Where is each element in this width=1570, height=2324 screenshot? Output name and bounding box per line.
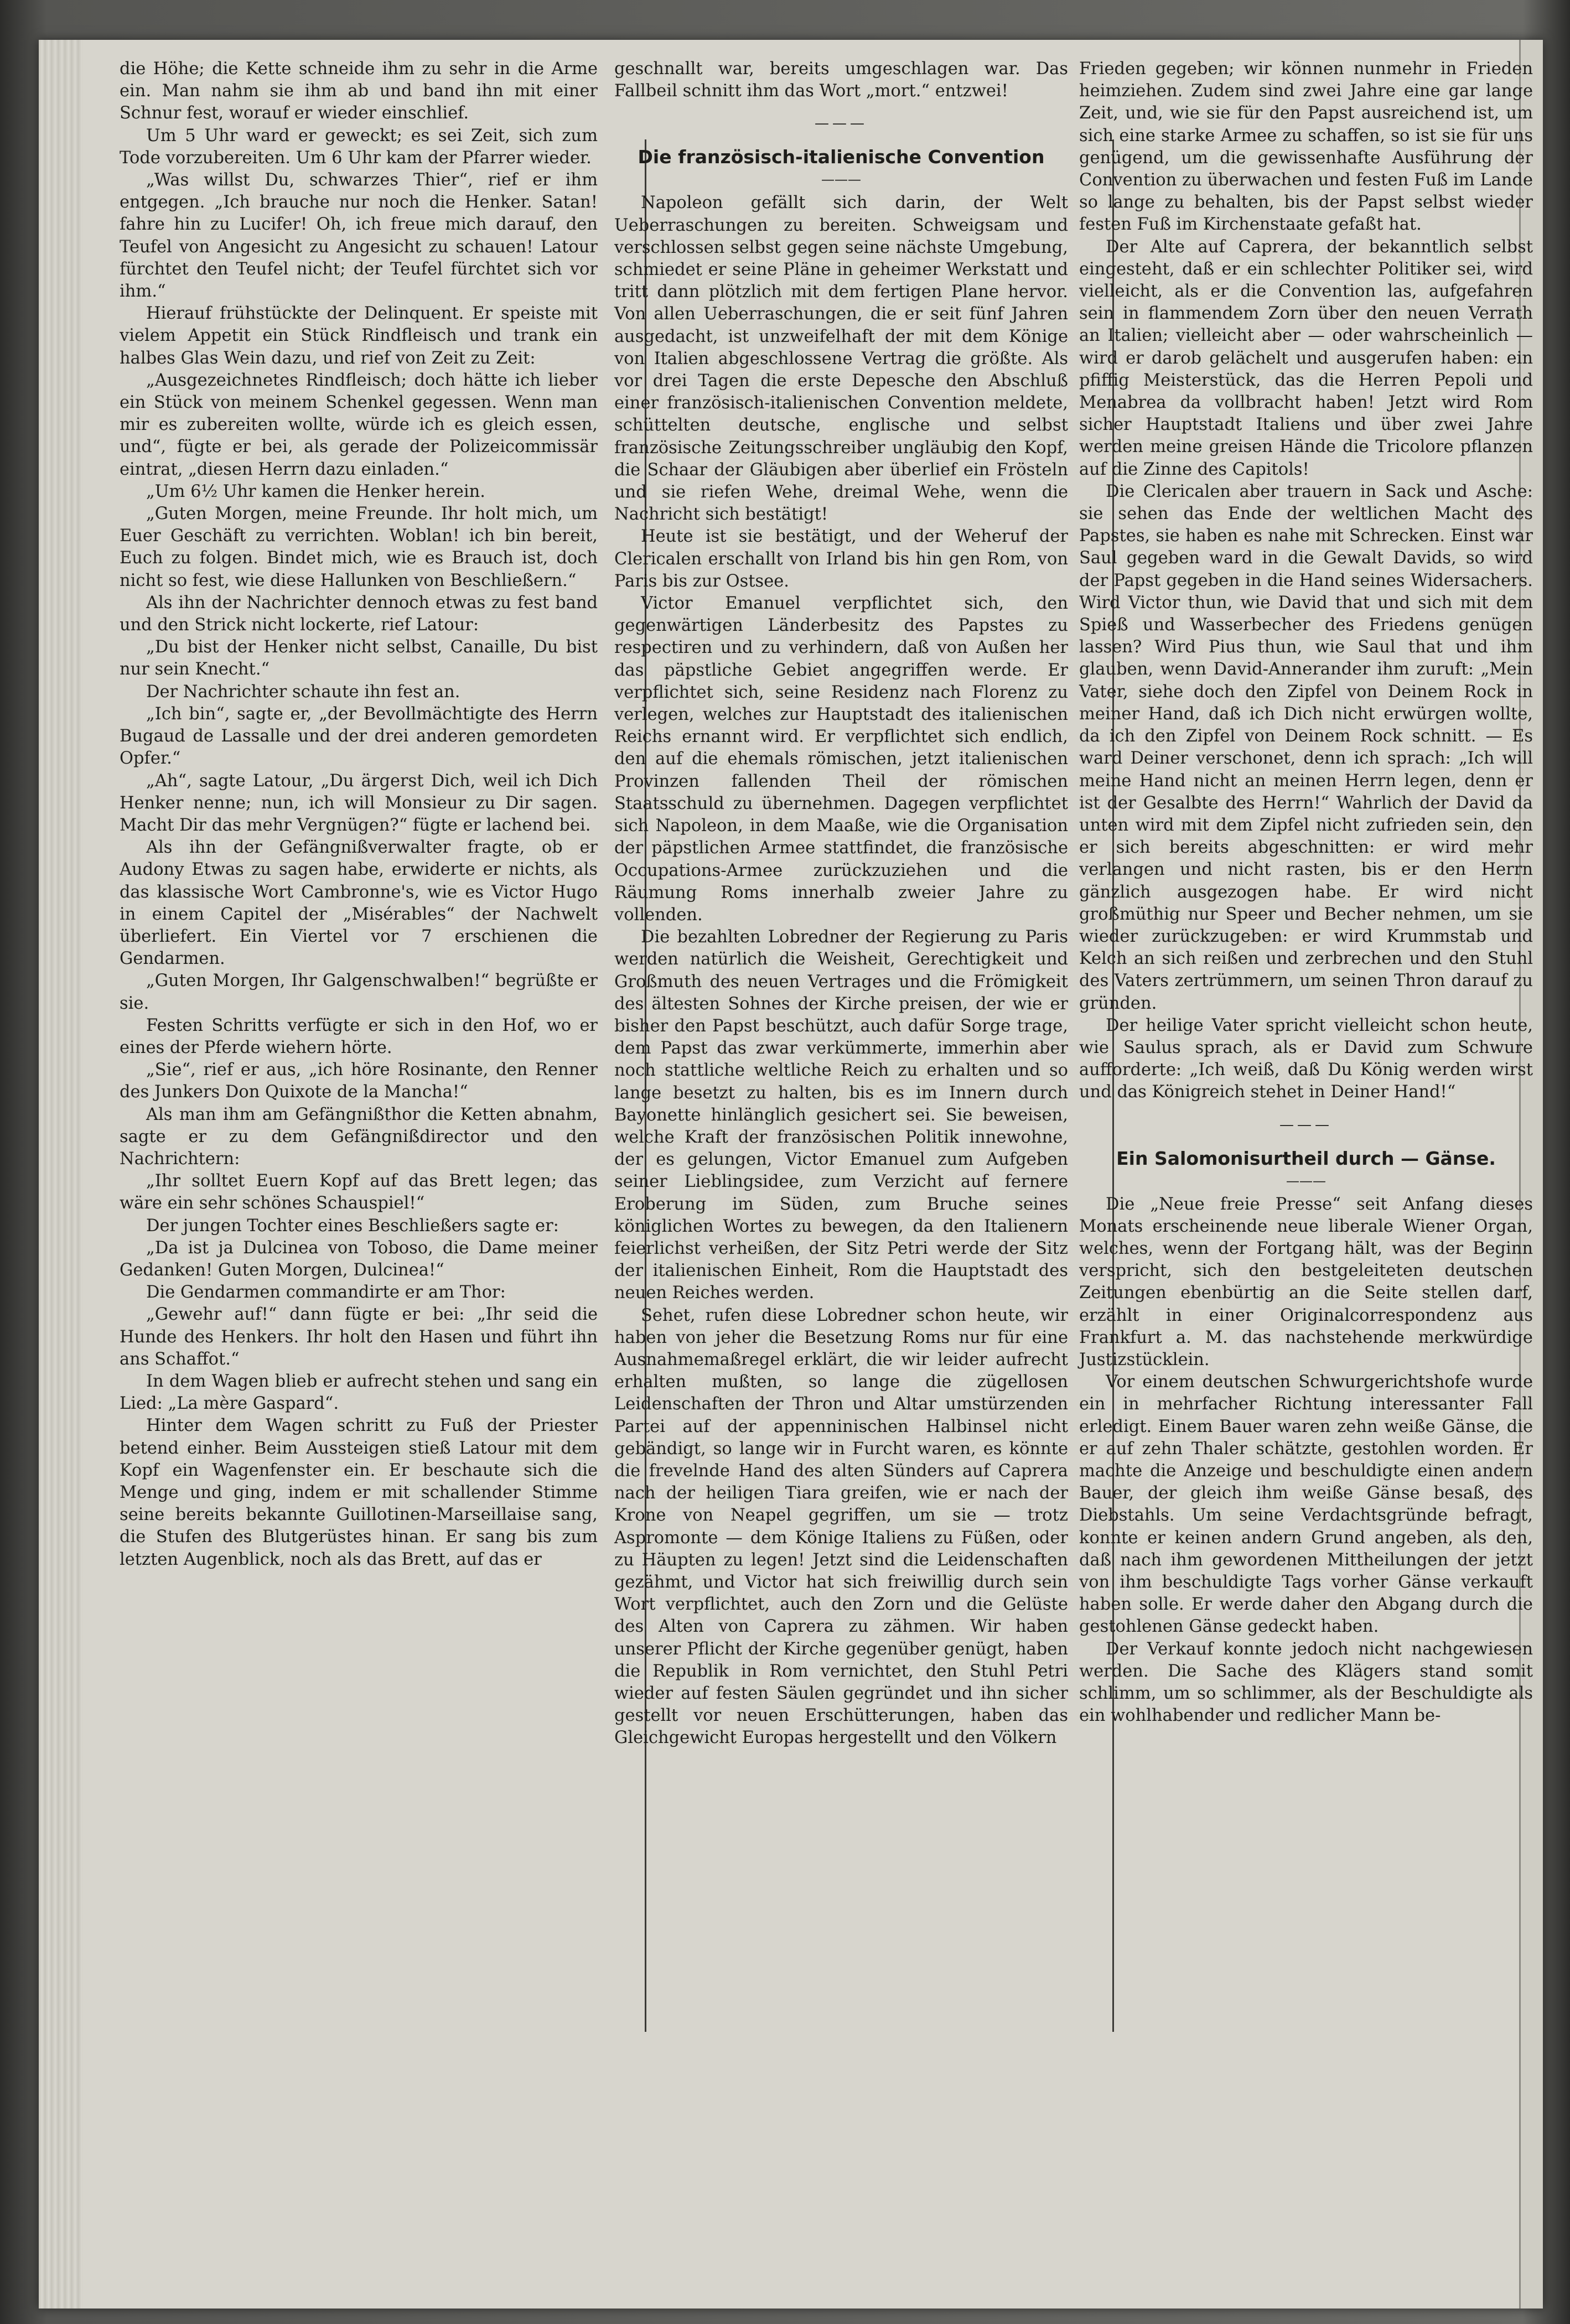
- paragraph: In dem Wagen blieb er aufrecht stehen und sang ein Lied: „La mère Gaspard“.: [120, 1371, 598, 1414]
- paragraph: Der heilige Vater spricht vielleicht schon heute, wie Saulus sprach, als er David zum Schwure aufforderte: „Ich weiß, daß Du König werden wirst und das Königreich stehet in Deiner Hand!“: [1079, 1015, 1533, 1102]
- paragraph: Victor Emanuel verpflichtet sich, den gegenwärtigen Länderbesitz des Papstes zu respectiren und zu verhindern, daß von Außen her das päpstliche Gebiet angegriffen werde. Er verpflichtet sich, seine Residenz nach Florenz zu verlegen, welches zur Hauptstadt des italienischen Reichs ernannt wird. Er verpflichtet sich endlich, den auf die ehemals römischen, jetzt italienischen Provinzen fallenden Theil der römischen Staatsschuld zu übernehmen. Dagegen verpflichtet sich Napoleon, in dem Maaße, wie die Organisation der päpstlichen Armee stattfindet, die französische Occupations-Armee zurückzuziehen und die Räumung Roms innerhalb zweier Jahre zu vollenden.: [614, 594, 1068, 925]
- paragraph: „Ich bin“, sagte er, „der Bevollmächtigte des Herrn Bugaud de Lassalle und der drei anderen gemordeten Opfer.“: [120, 704, 598, 769]
- paragraph: Vor einem deutschen Schwurgerichtshofe wurde ein in mehrfacher Richtung interessanter Fall erledigt. Einem Bauer waren zehn weiße Gänse, die er auf zehn Thaler schätzte, gestohlen worden. Er machte die Anzeige und beschuldigte einen andern Bauer, der gleich ihm weiße Gänse besaß, des Diebstahls. Um seine Verdachtsgründe befragt, konnte er keinen andern Grund angeben, als den, daß nach ihm gewordenen Mittheilungen der jetzt von ihm beschuldigte Tags vorher Gänse verkauft haben solle. Er werde daher den Abgang durch die gestohlenen Gänse gedeckt haben.: [1079, 1372, 1533, 1637]
- heading-rule: ———: [1286, 1173, 1326, 1189]
- column-left: [120, 58, 598, 1571]
- paragraph: Heute ist sie bestätigt, und der Weheruf der Clericalen erschallt von Irland bis hin gen Rom, von Paris bis zur Ostsee.: [614, 527, 1068, 591]
- paragraph: Als ihn der Gefängnißverwalter fragte, ob er Audony Etwas zu sagen habe, erwiderte er nichts, als das klassische Wort Cambronne's, wie es Victor Hugo in einem Capitel der „Misérables“ der Nachwelt überliefert. Ein Viertel vor 7 erschienen die Gendarmen.: [120, 838, 598, 969]
- column-middle: [614, 58, 1068, 1750]
- section-divider: ———: [815, 115, 868, 132]
- paragraph: „Ausgezeichnetes Rindfleisch; doch hätte ich lieber ein Stück von meinem Schenkel gegessen. Wenn man mir es zubereiten wollte, würde ich es gleich essen, und“, fügte er bei, als gerade der Polizeicommissär eintrat, „diesen Herrn dazu einladen.“: [120, 370, 598, 479]
- paragraph: Die „Neue freie Presse“ seit Anfang dieses Monats erscheinende neue liberale Wiener Organ, welches, wenn der Fortgang hält, was der Beginn verspricht, sich den bestgeleiteten deutschen Zeitungen ebenbürtig an die Seite stellen darf, erzählt in einer Originalcorrespondenz aus Frankfurt a. M. das nachstehende merkwürdige Justizstücklein.: [1079, 1194, 1533, 1370]
- paragraph: Um 5 Uhr ward er geweckt; es sei Zeit, sich zum Tode vorzubereiten. Um 6 Uhr kam der Pfarrer wieder.: [120, 126, 598, 168]
- paragraph: geschnallt war, bereits umgeschlagen war. Das Fallbeil schnitt ihm das Wort „mort.“ entzwei!: [614, 59, 1068, 101]
- paragraph: die Höhe; die Kette schneide ihm zu sehr in die Arme ein. Man nahm sie ihm ab und band ihn mit einer Schnur fest, worauf er wieder einschlief.: [120, 59, 598, 123]
- paragraph: Als ihn der Nachrichter dennoch etwas zu fest band und den Strick nicht lockerte, rief Latour:: [120, 593, 598, 635]
- paragraph: „Um 6½ Uhr kamen die Henker herein.: [146, 481, 485, 501]
- paragraph: „Guten Morgen, meine Freunde. Ihr holt mich, um Euer Geschäft zu verrichten. Woblan! ich bin bereit, Euch zu folgen. Bindet mich, wie es Brauch ist, doch nicht so fest, wie diese Hallunken von Beschließern.“: [120, 504, 598, 590]
- paragraph: „Da ist ja Dulcinea von Toboso, die Dame meiner Gedanken! Guten Morgen, Dulcinea!“: [120, 1238, 598, 1280]
- paragraph: Der jungen Tochter eines Beschließers sagte er:: [146, 1216, 559, 1236]
- column-right: [1079, 58, 1533, 1727]
- paragraph: „Sie“, rief er aus, „ich höre Rosinante, den Renner des Junkers Don Quixote de la Mancha!“: [120, 1060, 598, 1102]
- paragraph: Frieden gegeben; wir können nunmehr in Frieden heimziehen. Zudem sind zwei Jahre eine gar lange Zeit, und, wie sie für den Papst ausreichend ist, um sich eine starke Armee zu schaffen, so ist sie für uns genügend, um die gewissenhafte Ausführung der Convention zu überwachen und festen Fuß im Lande so lange zu behalten, bis der Papst selbst wieder festen Fuß im Kirchenstaate gefaßt hat.: [1079, 59, 1533, 235]
- article-heading: Ein Salomonisurtheil durch — Gänse.: [1116, 1147, 1496, 1169]
- paragraph: Hinter dem Wagen schritt zu Fuß der Priester betend einher. Beim Aussteigen stieß Latour mit dem Kopf ein Wagenfenster ein. Er beschaute sich die Menge und ging, indem er mit schallender Stimme seine bereits bekannte Guillotinen-Marseillaise sang, die Stufen des Blutgerüstes hinan. Er sang bis zum letzten Augenblick, noch als das Brett, auf das er: [120, 1416, 598, 1569]
- paragraph: Der Verkauf konnte jedoch nicht nachgewiesen werden. Die Sache des Klägers stand somit schlimm, um so schlimmer, als der Beschuldigte als ein wohlhabender und redlicher Mann be-: [1079, 1639, 1533, 1726]
- bound-page-edges: [39, 40, 83, 2309]
- paragraph: „Du bist der Henker nicht selbst, Canaille, Du bist nur sein Knecht.“: [120, 637, 598, 679]
- paragraph: Festen Schritts verfügte er sich in den Hof, wo er eines der Pferde wiehern hörte.: [120, 1015, 598, 1057]
- paragraph: Als man ihm am Gefängnißthor die Ketten abnahm, sagte er zu dem Gefängnißdirector und den Nachrichtern:: [120, 1104, 598, 1169]
- paragraph: Die Clericalen aber trauern in Sack und Asche: sie sehen das Ende der weltlichen Macht des Papstes, sie haben es nahe mit Schrecken. Einst war Saul gegeben ward in die Gewalt Davids, so wird der Papst gegeben in die Hand seines Widersachers. Wird Victor thun, wie David that und sich mit dem Spieß und Wasserbecher des Friedens genügen lassen? Wird Pius thun, wie Saul that und ihm glauben, wenn David-Annerander ihm zuruft: „Mein Vater, siehe doch den Zipfel von Deinem Rock in meiner Hand, daß ich Dich nicht erwürgen wollte, da ich den Zipfel von Deinem Rock schnitt. — Es ward Deiner verschonet, denn ich sprach: „Ich will meine Hand nicht an meinen Herrn legen, denn er ist der Gesalbte des Herrn!“ Wahrlich der David da unten wird mit dem Zipfel nicht zufrieden sein, den er sich bereits abgeschnitten: er wird mehr verlangen und nicht rasten, bis er den Herrn gänzlich ausgezogen habe. Er wird nicht großmüthig nur Speer und Becher nehmen, um sie wieder zurückzugeben: er wird Krummstab und Kelch an sich reißen und zerbrechen und den Stuhl des Vaters zertrümmern, um seinen Thron darauf zu gründen.: [1079, 481, 1533, 1013]
- paragraph: Der Nachrichter schaute ihn fest an.: [146, 682, 460, 702]
- paragraph: Die bezahlten Lobredner der Regierung zu Paris werden natürlich die Weisheit, Gerechtigkeit und Großmuth des neuen Vertrages und die Frömigkeit des ältesten Sohnes der Kirche preisen, der wie er bisher den Papst beschützt, auch dafür Sorge trage, dem Papst das zwar verkümmerte, immerhin aber noch stattliche weltliche Reich zu erhalten und so lange besetzt zu halten, bis es im Innern durch Bayonette hinlänglich gesichert sei. Sie beweisen, welche Kraft der französischen Politik innewohne, der es gelungen, Victor Emanuel zum Aufgeben seiner Lieblingsidee, zum Verzicht auf fernere Eroberung im Süden, zum Bruche seines königlichen Wortes zu bewegen, da den Italienern feierlichst verheißen, der Sitz Petri werde der Sitz der italienischen Einheit, Rom die Hauptstadt des neuen Reiches werden.: [614, 927, 1068, 1303]
- section-divider: ———: [1279, 1116, 1333, 1133]
- paragraph: Die Gendarmen commandirte er am Thor:: [146, 1283, 506, 1303]
- paragraph: „Gewehr auf!“ dann fügte er bei: „Ihr seid die Hunde des Henkers. Ihr holt den Hasen und führt ihn ans Schaffot.“: [120, 1305, 598, 1369]
- article-heading: Die französisch-italienische Convention: [638, 146, 1045, 168]
- paragraph: „Ah“, sagte Latour, „Du ärgerst Dich, weil ich Dich Henker nenne; nun, ich will Monsieur zu Dir sagen. Macht Dir das mehr Vergnügen?“ fügte er lachend bei.: [120, 771, 598, 835]
- heading-rule: ———: [821, 172, 861, 188]
- paragraph: Hierauf frühstückte der Delinquent. Er speiste mit vielem Appetit ein Stück Rindfleisch und trank ein halbes Glas Wein dazu, und rief von Zeit zu Zeit:: [120, 304, 598, 368]
- paragraph: „Guten Morgen, Ihr Galgenschwalben!“ begrüßte er sie.: [120, 971, 598, 1013]
- paragraph: Napoleon gefällt sich darin, der Welt Ueberraschungen zu bereiten. Schweigsam und verschlossen selbst gegen seine nächste Umgebung, schmiedet er seine Pläne in geheimer Werkstatt und tritt dann plötzlich mit dem fertigen Plane hervor. Von allen Ueberraschungen, die er seit fünf Jahren ausgedacht, ist unzweifelhaft der mit dem Könige von Italien abgeschlossene Vertrag die größte. Als vor drei Tagen die erste Depesche den Abschluß einer französisch-italienischen Convention meldete, schüttelten deutsche, englische und selbst französische Zeitungsschreiber ungläubig den Kopf, die Schaar der Gläubigen aber überlief ein Frösteln und sie riefen Wehe, dreimal Wehe, wenn die Nachricht sich bestätigt!: [614, 193, 1068, 525]
- paragraph: „Ihr solltet Euern Kopf auf das Brett legen; das wäre ein sehr schönes Schauspiel!“: [120, 1171, 598, 1213]
- paragraph: „Was willst Du, schwarzes Thier“, rief er ihm entgegen. „Ich brauche nur noch die Henker. Satan! fahre hin zu Lucifer! Oh, ich freue mich darauf, den Teufel von Angesicht zu Angesicht zu schauen! Latour fürchtet den Teufel nicht; der Teufel fürchtet sich vor ihm.“: [120, 170, 598, 302]
- paragraph: Der Alte auf Caprera, der bekanntlich selbst eingesteht, daß er ein schlechter Politiker sei, wird vielleicht, als er die Convention las, aufgefahren sein in flammendem Zorn über den neuen Verrath an Italien; vielleicht aber — oder wahrscheinlich — wird er darob gelächelt und ausgerufen haben: ein pfiffig Meisterstück, das die Herren Pepoli und Menabrea da vollbracht haben! Jetzt wird Rom sicher Hauptstadt Italiens und über zwei Jahre werden meine greisen Hände die Tricolore pflanzen auf die Zinne des Capitols!: [1079, 237, 1533, 479]
- paragraph: Sehet, rufen diese Lobredner schon heute, wir haben von jeher die Besetzung Roms nur für eine Ausnahmemaßregel erklärt, die wir leider aufrecht erhalten mußten, so lange die zügellosen Leidenschaften der Thron und Altar umstürzenden Partei auf der appenninischen Halbinsel nicht gebändigt, so lange wir in Furcht waren, es könnte die frevelnde Hand des alten Sünders auf Caprera nach der heiligen Tiara greifen, wie er nach der Krone von Neapel gegriffen, um sie — trotz Aspromonte — dem Könige Italiens zu Füßen, oder zu Häupten zu legen! Jetzt sind die Leidenschaften gezähmt, und Victor hat sich freiwillig durch sein Wort verpflichtet, auch den Zorn und die Gelüste des Alten von Caprera zu zähmen. Wir haben unserer Pflicht der Kirche gegenüber genügt, haben die Republik in Rom vernichtet, den Stuhl Petri wieder auf festen Säulen gegründet und ihn sicher gestellt vor neuen Erschütterungen, haben das Gleichgewicht Europas hergestellt und den Völkern: [614, 1305, 1068, 1748]
